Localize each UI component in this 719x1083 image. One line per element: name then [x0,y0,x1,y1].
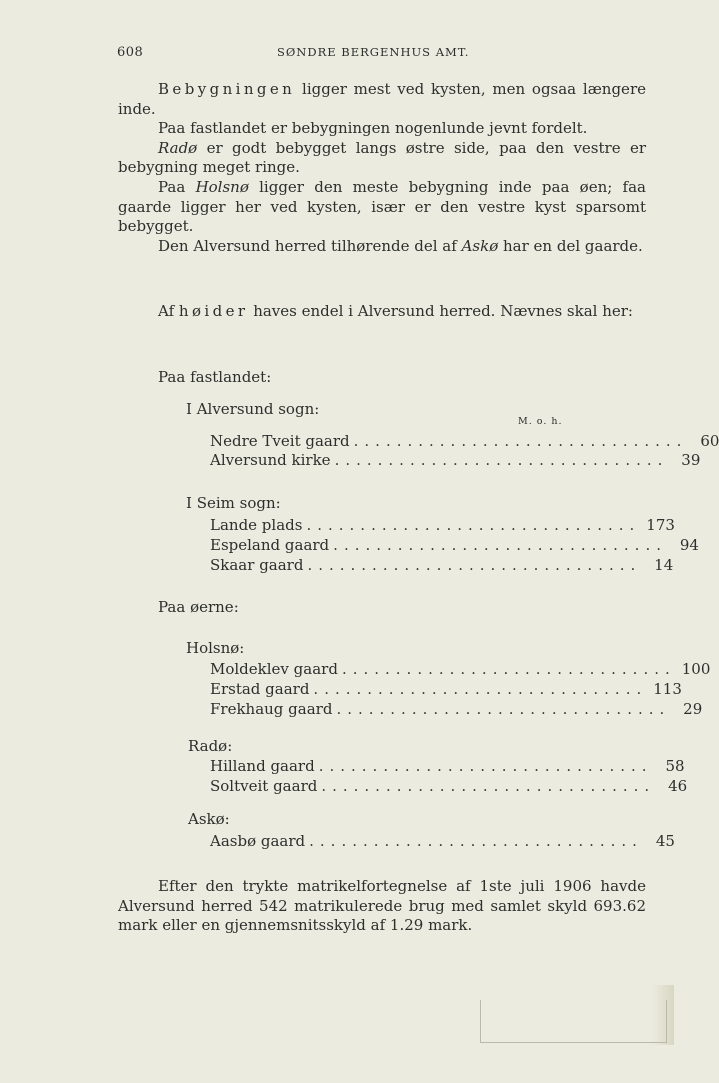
paragraph-text: Paa [158,177,196,196]
island-heading: Holsnø: [186,639,245,657]
list-item [210,700,703,720]
paragraph-text: ligger den meste bebygning inde paa øen; faa gaarde ligger her ved kysten, især er den vestre kyst sparsomt bebygget. [118,177,646,236]
islands-heading: Paa øerne: [158,598,239,616]
page-corner-mark [480,1000,667,1043]
leader-dots: ............................... [333,536,667,554]
entry-name: Frekhaug gaard [210,700,333,718]
entry-value: 14 [654,556,674,574]
list-item [210,451,701,471]
mainland-heading: Paa fastlandet: [158,368,272,386]
leader-dots: ............................... [321,777,656,795]
place-name: Holsnø [195,177,249,196]
paragraph-rado [118,139,646,178]
heights-intro [118,302,646,322]
paragraph-bebygning [118,80,646,119]
intro-section [118,80,646,256]
paragraph-asko [118,237,646,257]
leader-dots: ............................... [334,451,669,469]
leader-dots: ............................... [336,700,671,718]
running-title: SØNDRE BERGENHUS AMT. [277,45,470,59]
entry-name: Lande plads [210,516,303,534]
entry-name: Nedre Tveit gaard [210,432,350,450]
list-item [210,556,674,576]
spaced-term: Bebygningen [158,80,296,98]
leader-dots: ............................... [318,757,653,775]
entry-name: Moldeklev gaard [210,660,338,678]
entry-value: 45 [655,832,675,850]
parish-heading: I Seim sogn: [186,494,281,512]
island-heading: Radø: [188,737,233,755]
entry-value: 29 [683,700,703,718]
list-item [210,660,711,680]
entry-value: 113 [653,680,682,698]
unit-label: M. o. h. [518,416,563,427]
paragraph-text: Den Alversund herred tilhørende del af [158,236,462,255]
paragraph-holsno [118,178,646,237]
leader-dots: ............................... [353,432,688,450]
list-item [210,777,688,797]
list-item [210,536,699,556]
paragraph-text: ligger mest ved kysten, men ogsaa længere inde. [118,80,646,118]
entry-name: Alversund kirke [210,451,331,469]
place-name: Askø [461,236,499,255]
leader-dots: ............................... [313,680,648,698]
entry-value: 94 [679,536,699,554]
page-number: 608 [117,45,144,60]
closing-section [118,877,646,936]
leader-dots: ............................... [341,660,676,678]
list-item [210,757,685,777]
paragraph-text: har en del gaarde. [498,236,643,255]
entry-value: 46 [668,777,688,795]
entry-name: Soltveit gaard [210,777,318,795]
entry-name: Skaar gaard [210,556,304,574]
leader-dots: ............................... [309,832,643,850]
entry-value: 60 [700,432,719,450]
list-item [210,680,682,700]
entry-value: 100 [681,660,711,678]
entry-name: Aasbø gaard [210,832,306,850]
paragraph-text: Af [158,302,179,320]
paragraph-heights [118,302,646,322]
leader-dots: ............................... [306,516,641,534]
parish-heading: I Alversund sogn: [186,400,320,418]
list-item [210,432,719,452]
list-item [210,832,675,852]
entry-name: Espeland gaard [210,536,330,554]
place-name: Radø [158,138,198,157]
paragraph-matrikel: Efter den trykte matrikelfortegnelse af 1ste juli 1906 havde Alversund herred 542 matrikulerede brug med samlet skyld 693.62 mark eller en gjennemsnitsskyld af 1.29 mark. [118,877,646,935]
entry-value: 39 [681,451,701,469]
paragraph-fastlandet: Paa fastlandet er bebygningen nogenlunde jevnt fordelt. [158,119,588,138]
entry-value: 58 [665,757,685,775]
paragraph-text: er godt bebygget langs østre side, paa den vestre er bebygning meget ringe. [118,138,646,177]
paragraph-text: haves endel i Alversund herred. Nævnes skal her: [248,302,633,320]
entry-name: Hilland gaard [210,757,315,775]
spaced-term: høider [178,302,249,320]
island-heading: Askø: [188,810,230,828]
leader-dots: ............................... [307,556,642,574]
entry-value: 173 [646,516,675,534]
entry-name: Erstad gaard [210,680,310,698]
list-item [210,516,675,536]
